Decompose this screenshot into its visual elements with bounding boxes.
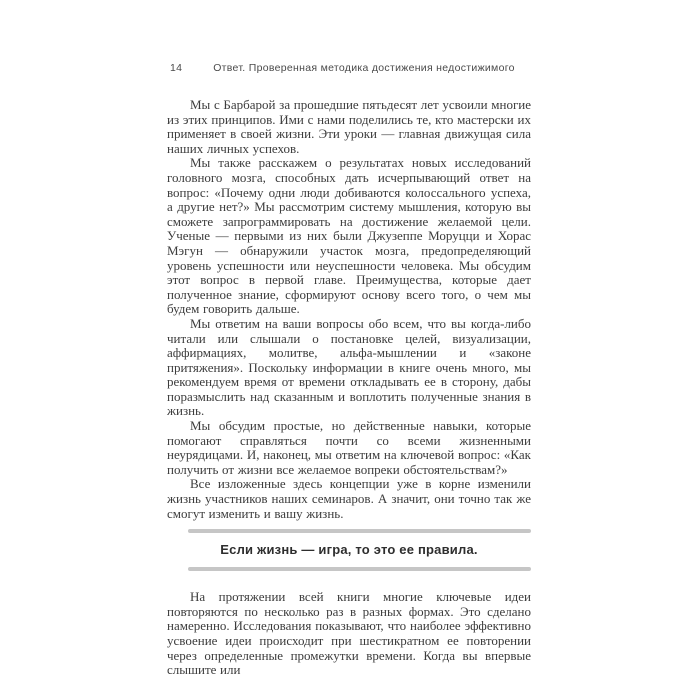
body-text [167, 98, 531, 678]
text-column [167, 62, 531, 678]
pull-quote: Если жизнь — игра, то это ее правила. [220, 542, 478, 558]
running-header [167, 62, 531, 75]
pull-quote-block [167, 529, 531, 571]
running-title: Ответ. Проверенная методика достижения недостижимого [213, 62, 515, 74]
paragraph: Мы обсудим простые, но действенные навыки, которые помогают справляться почти со всеми жизненными неурядицами. И, наконец, мы ответим на ключевой вопрос: «Как получить от жизни все желаемое вопреки обстоятельствам?» [167, 418, 531, 477]
paragraph: Мы ответим на ваши вопросы обо всем, что вы когда-либо читали или слышали о постановке целей, визуализации, аффирмациях, молитве, альфа-мышлении и «законе притяжения». Поскольку информации в книге очень много, мы рекомендуем время от времени откладывать ее в сторону, дабы поразмыслить над сказанным и воплотить полученные знания в жизнь. [167, 315, 531, 419]
paragraph: На протяжении всей книги многие ключевые идеи повторяются по несколько раз в разных формах. Это сделано намеренно. Исследования показывают, что наиболее эффективно усвоение идеи происходит при шестикратном ее повторении через определенные промежутки времени. Когда вы впервые слышите или [167, 589, 531, 678]
paragraph: Мы также расскажем о результатах новых исследований головного мозга, способных дать исчерпывающий ответ на вопрос: «Почему одни люди добиваются колоссального успеха, а другие нет?» Мы рассмотрим систему мышления, которую вы сможете запрограммировать на достижение желаемой цели. Ученые — первыми из них были Джузеппе Моруцци и Хорас Мэгун — обнаружили участок мозга, предопределяющий уровень успешности или неуспешности человека. Мы обсудим этот вопрос в первой главе. Преимущества, которые дает полученное знание, сформируют основу всего того, о чем мы будем говорить дальше. [167, 155, 531, 317]
paragraph: Все изложенные здесь концепции уже в корне изменили жизнь участников наших семинаров. А значит, они точно так же смогут изменить и вашу жизнь. [167, 476, 531, 521]
page-number: 14 [170, 62, 183, 74]
divider-rule-bottom [188, 567, 531, 571]
paragraph: Мы с Барбарой за прошедшие пятьдесят лет усвоили многие из этих принципов. Ими с нами поделились те, кто мастерски их применяет в своей жизни. Эти уроки — главная движущая сила наших личных успехов. [167, 97, 531, 156]
